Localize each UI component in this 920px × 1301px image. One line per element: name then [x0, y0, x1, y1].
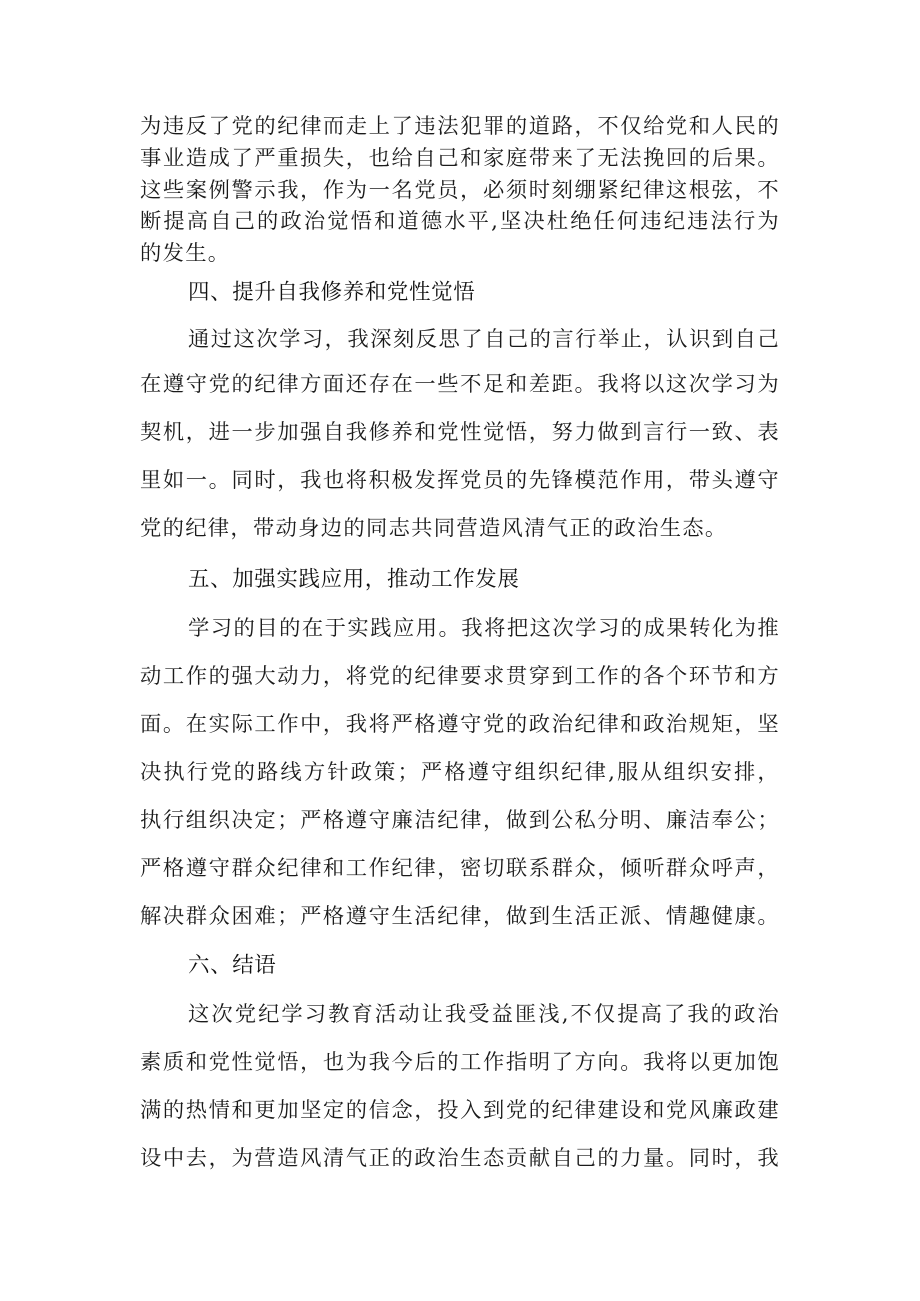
paragraph-line: 解决群众困难；严格遵守生活纪律，做到生活正派、情趣健康。: [140, 904, 780, 929]
paragraph-line: 断提高自己的政治觉悟和道德水平,坚决杜绝任何违纪违法行为: [140, 209, 780, 234]
paragraph-line: 满的热情和更加坚定的信念，投入到党的纪律建设和党风廉政建: [140, 1098, 780, 1123]
paragraph-line: 这次党纪学习教育活动让我受益匪浅,不仅提高了我的政治: [188, 1002, 780, 1027]
paragraph-line: 契机，进一步加强自我修养和党性觉悟，努力做到言行一致、表: [140, 420, 780, 445]
paragraph-line: 面。在实际工作中，我将严格遵守党的政治纪律和政治规矩，坚: [140, 712, 780, 737]
paragraph-line: 通过这次学习，我深刻反思了自己的言行举止，认识到自己: [188, 327, 780, 352]
paragraph-line: 党的纪律，带动身边的同志共同营造风清气正的政治生态。: [140, 516, 728, 541]
paragraph-line: 在遵守党的纪律方面还存在一些不足和差距。我将以这次学习为: [140, 372, 780, 397]
paragraph-line: 执行组织决定；严格遵守廉洁纪律，做到公私分明、廉洁奉公；: [140, 808, 780, 833]
section-heading: 六、结语: [188, 953, 277, 978]
paragraph-line: 为违反了党的纪律而走上了违法犯罪的道路，不仅给党和人民的: [140, 114, 780, 139]
paragraph-line: 设中去，为营造风清气正的政治生态贡献自己的力量。同时，我: [140, 1146, 780, 1171]
section-heading: 四、提升自我修养和党性觉悟: [188, 280, 476, 305]
paragraph-line: 里如一。同时，我也将积极发挥党员的先锋模范作用，带头遵守: [140, 468, 780, 493]
paragraph-line: 决执行党的路线方针政策；严格遵守组织纪律,服从组织安排，: [140, 760, 780, 785]
paragraph-line: 素质和党性觉悟，也为我今后的工作指明了方向。我将以更加饱: [140, 1050, 780, 1075]
paragraph-line: 的发生。: [140, 241, 231, 266]
paragraph-line: 动工作的强大动力，将党的纪律要求贯穿到工作的各个环节和方: [140, 664, 780, 689]
paragraph-line: 严格遵守群众纪律和工作纪律，密切联系群众，倾听群众呼声，: [140, 856, 780, 881]
section-heading: 五、加强实践应用，推动工作发展: [188, 567, 520, 592]
paragraph-line: 学习的目的在于实践应用。我将把这次学习的成果转化为推: [188, 616, 780, 641]
paragraph-line: 这些案例警示我，作为一名党员，必须时刻绷紧纪律这根弦，不: [140, 178, 780, 203]
paragraph-line: 事业造成了严重损失，也给自己和家庭带来了无法挽回的后果。: [140, 146, 780, 171]
